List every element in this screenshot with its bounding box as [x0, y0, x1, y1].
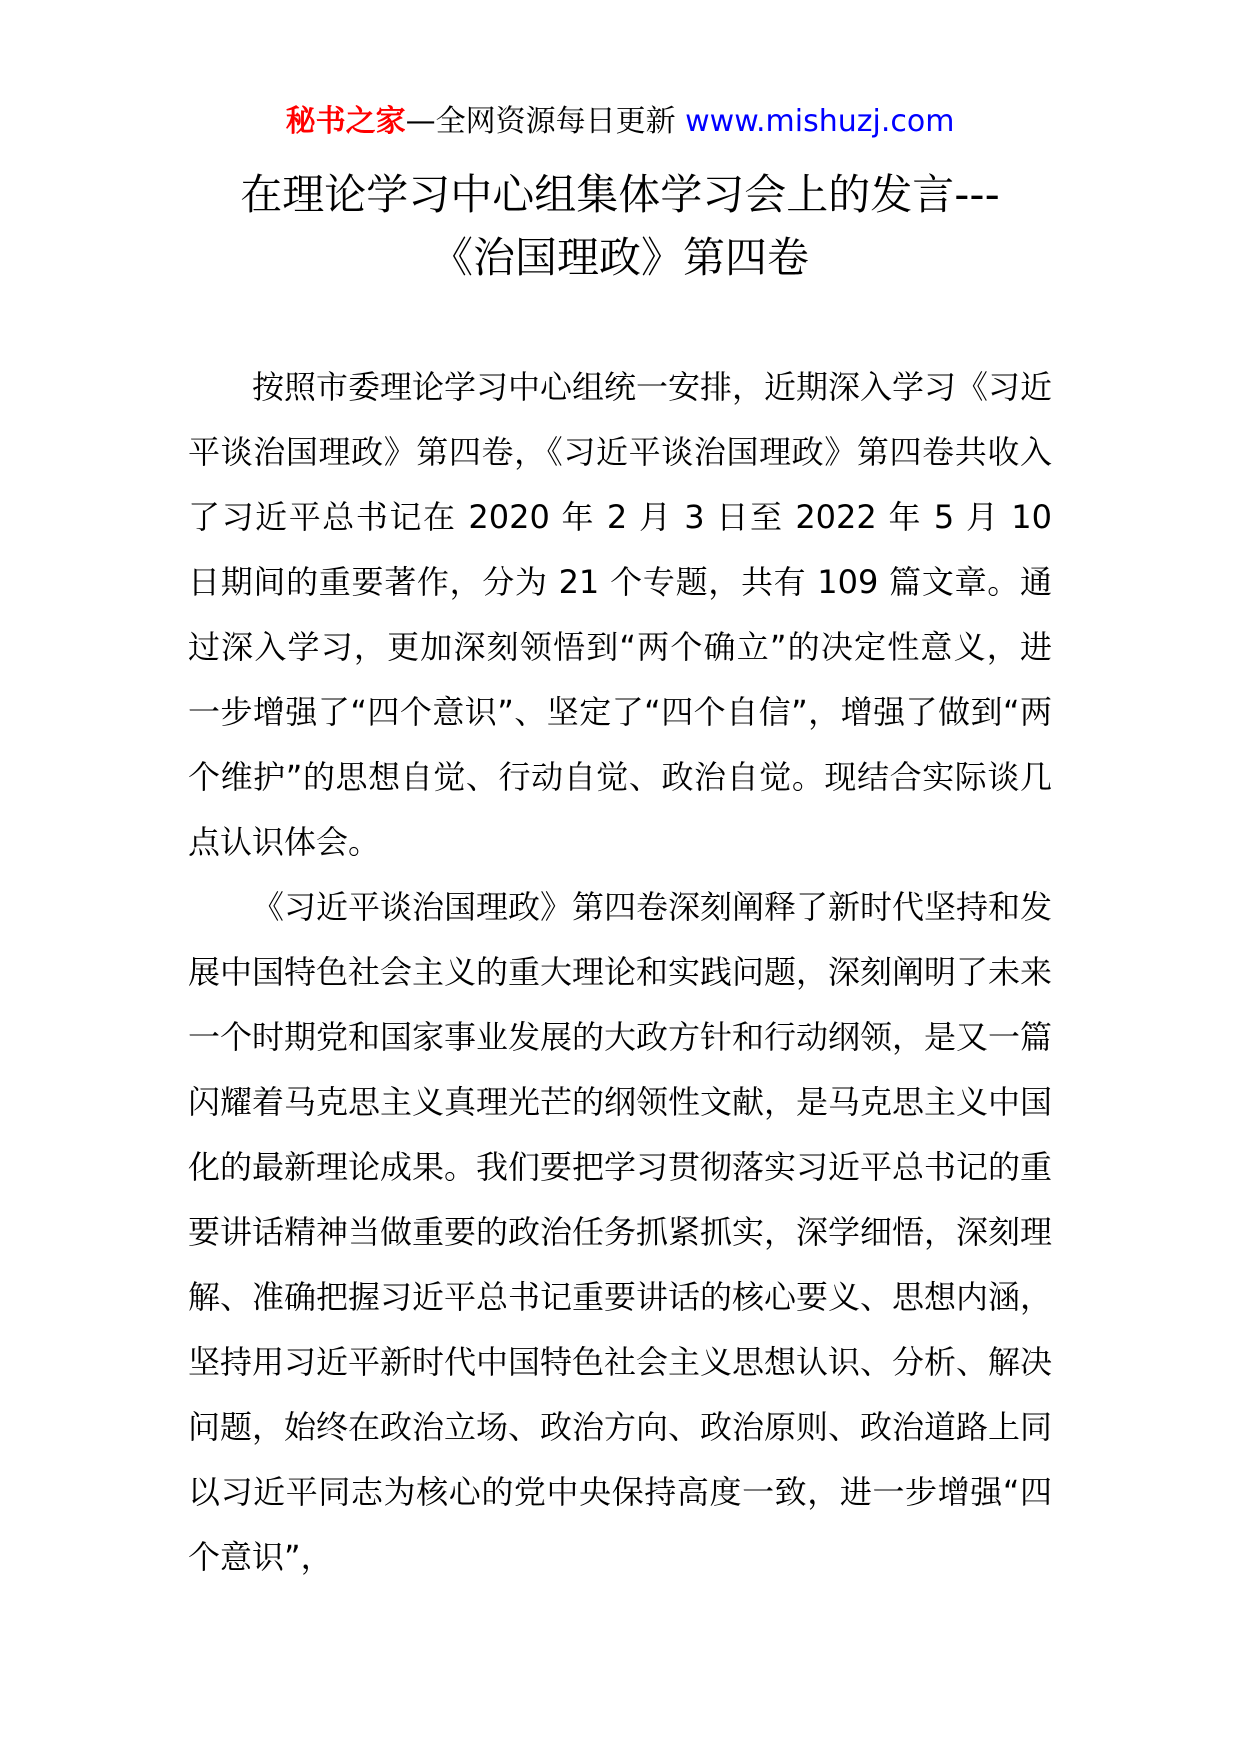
site-tagline: —全网资源每日更新	[405, 104, 686, 139]
document-title	[0, 163, 1240, 289]
title-line-1: 在理论学习中心组集体学习会上的发言---	[240, 170, 1000, 219]
body-paragraph-1: 按照市委理论学习中心组统一安排，近期深入学习《习近平谈治国理政》第四卷，《习近平谈治国理政》第四卷共收入了习近平总书记在 2020 年 2 月 3 日至 2022 年 5 月 10 日期间的重要著作，分为 21 个专题，共有 109 篇文章。通过深入学习，更加深刻领悟到“两个确立”的决定性意义，进一步增强了“四个意识”、坚定了“四个自信”，增强了做到“两个维护”的思想自觉、行动自觉、政治自觉。现结合实际谈几点认识体会。	[188, 368, 1053, 861]
site-url-link[interactable]: www.mishuzj.com	[685, 104, 955, 139]
site-header	[0, 100, 1240, 144]
title-line-2: 《治国理政》第四卷	[430, 233, 809, 282]
body-paragraph-2: 《习近平谈治国理政》第四卷深刻阐释了新时代坚持和发展中国特色社会主义的重大理论和实践问题，深刻阐明了未来一个时期党和国家事业发展的大政方针和行动纲领，是又一篇闪耀着马克思主义真理光芒的纲领性文献，是马克思主义中国化的最新理论成果。我们要把学习贯彻落实习近平总书记的重要讲话精神当做重要的政治任务抓紧抓实，深学细悟，深刻理解、准确把握习近平总书记重要讲话的核心要义、思想内涵，坚持用习近平新时代中国特色社会主义思想认识、分析、解决问题，始终在政治立场、政治方向、政治原则、政治道路上同以习近平同志为核心的党中央保持高度一致，进一步增强“四个意识”，	[188, 888, 1053, 1576]
site-brand: 秘书之家	[285, 104, 406, 139]
document-body	[188, 355, 1052, 1590]
